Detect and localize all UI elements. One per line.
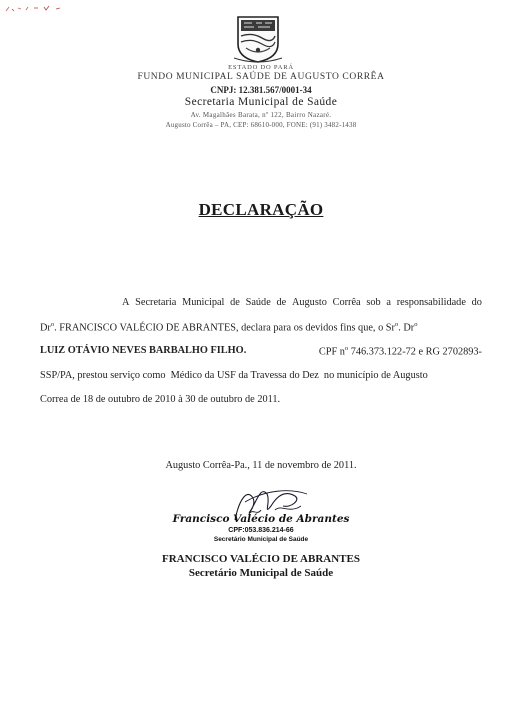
body-line-1-word: Saúde	[245, 297, 271, 308]
body-line-1-word: Corrêa	[332, 297, 361, 308]
signatory-role: Secretário Municipal de Saúde	[188, 567, 334, 579]
stamp-name: Francisco Valécio de Abrantes	[172, 513, 350, 525]
body-line-1-word: Municipal	[182, 297, 225, 308]
body-line-1-word: A	[122, 297, 130, 308]
stamp-role: Secretário Municipal de Saúde	[213, 536, 309, 543]
document-title: DECLARAÇÃO	[198, 200, 324, 219]
body-line-1-word: responsabilidade	[396, 297, 466, 308]
declared-person-documents: CPF $n^o$ 746.373.122-72 e RG 2702893-	[318, 345, 482, 358]
body-line-1-word: Secretaria	[135, 297, 177, 308]
header-address-line2: Augusto Corrêa – PA, CEP: 68610-000, FONE: (91) 3482-1438	[165, 121, 357, 129]
body-line-5: Correa de 18 de outubro de 2010 à 30 de outubro de 2011.	[40, 394, 281, 405]
header-cnpj: CNPJ: 12.381.567/0001-34	[210, 85, 312, 95]
header-department: Secretaria Municipal de Saúde	[184, 96, 338, 108]
body-line-1-word: de	[276, 297, 287, 308]
header-address-line1: Av. Magalhães Barata, nº 122, Bairro Nazaré.	[190, 111, 332, 119]
body-line-1-word: do	[471, 297, 482, 308]
body-line-2	[40, 321, 482, 333]
header-state: ESTADO DO PARÁ	[228, 64, 294, 71]
body-line-3	[40, 345, 482, 357]
header-fund-name: FUNDO MUNICIPAL SAÚDE DE AUGUSTO CORRÊA	[137, 72, 385, 82]
body-line-2-text: Dr$^o$. FRANCISCO VALÉCIO DE ABRANTES, declara para os devidos fins que, o Sr$^o$. Dr$^o$	[40, 321, 418, 334]
body-line-4: SSP/PA, prestou serviço como Médico da USF da Travessa do Dez no município de Augusto	[40, 370, 428, 381]
body-line-1-word: sob	[366, 297, 381, 308]
body-line-1-word: de	[230, 297, 240, 308]
body-line-1	[122, 297, 482, 308]
stamp-cpf: CPF:053.836.214-66	[228, 527, 294, 534]
municipal-crest-icon	[232, 14, 284, 64]
scan-marks	[4, 2, 64, 16]
declared-person-name: LUIZ OTÁVIO NEVES BARBALHO FILHO.	[40, 345, 247, 356]
date-line: Augusto Corrêa-Pa., 11 de novembro de 2011.	[165, 460, 357, 471]
signatory-name: FRANCISCO VALÉCIO DE ABRANTES	[162, 553, 360, 565]
body-line-1-word: a	[386, 297, 391, 308]
body-line-1-word: Augusto	[291, 297, 327, 308]
